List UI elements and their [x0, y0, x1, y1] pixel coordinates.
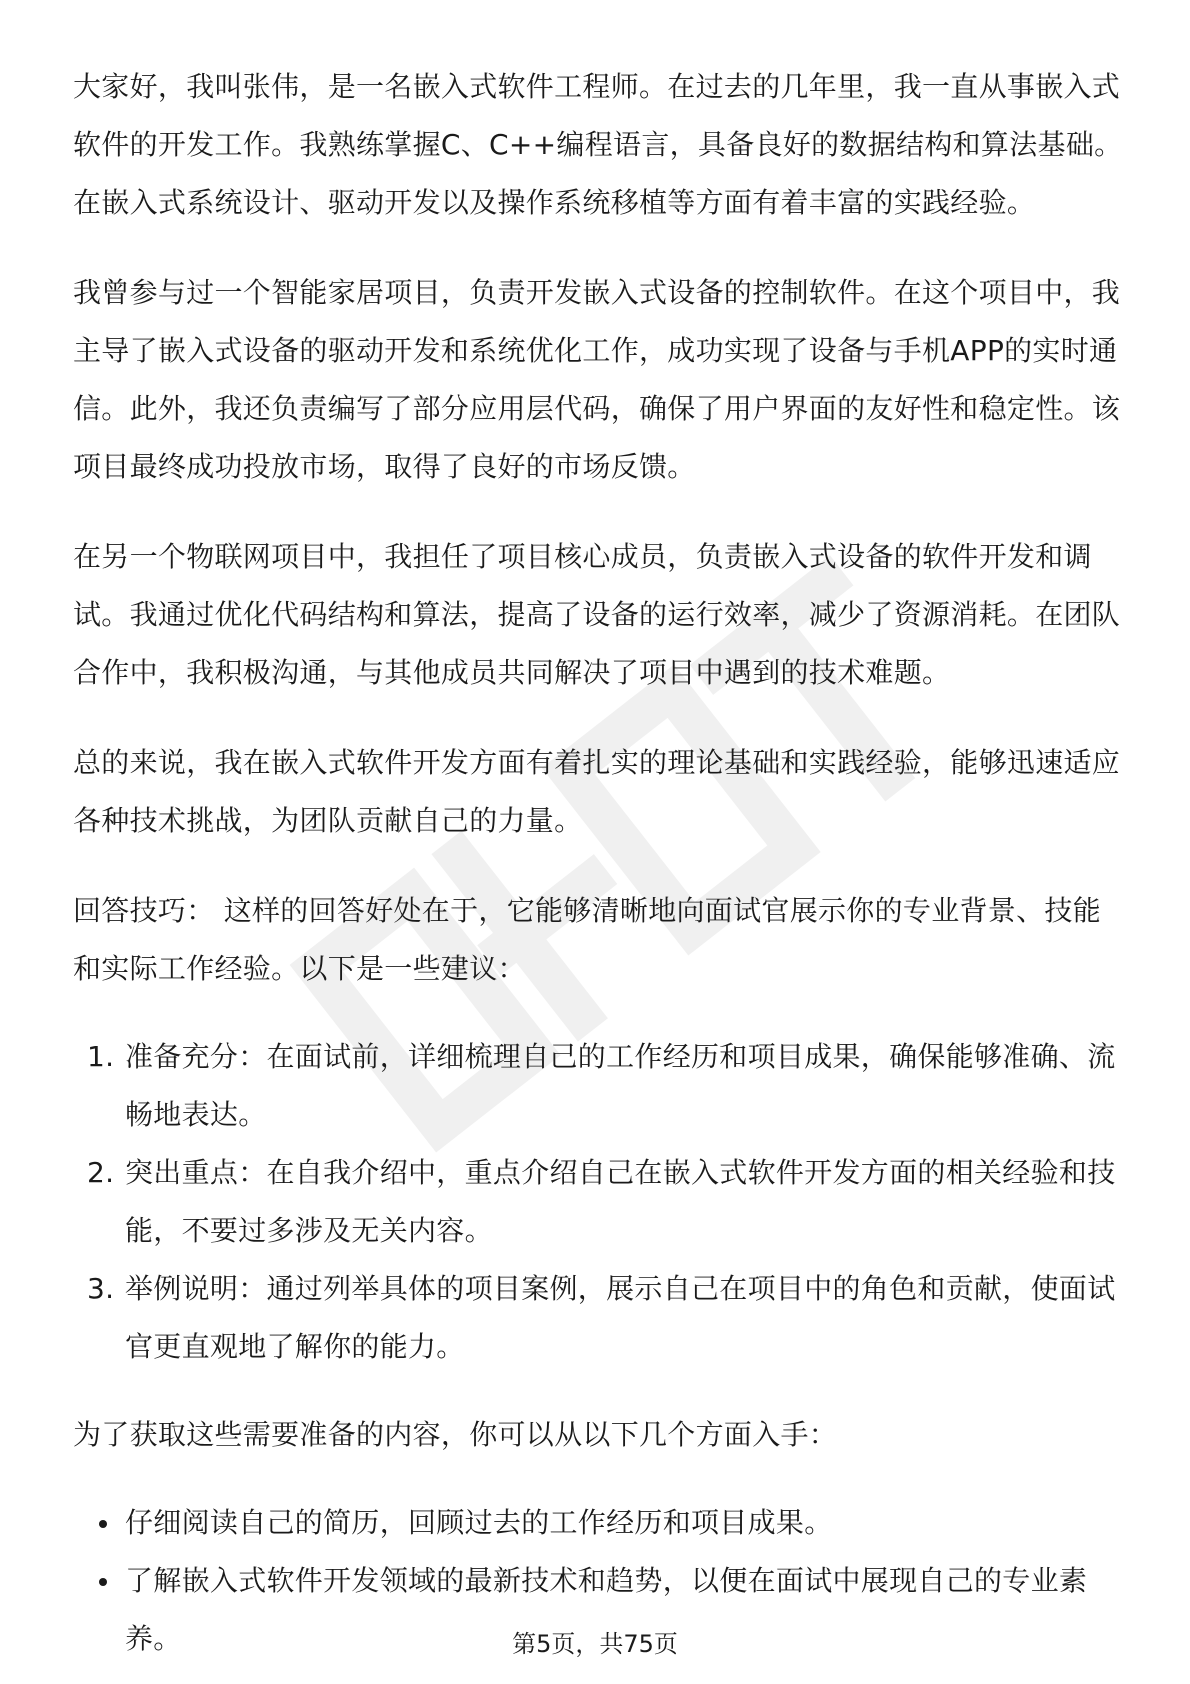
prepare-paragraph: 为了获取这些需要准备的内容，你可以从以下几个方面入手：: [73, 1418, 838, 1451]
document-body: [73, 58, 1123, 1668]
bullet-dot-icon: [99, 1578, 107, 1586]
suggestion-list: [73, 1028, 1123, 1376]
bullet-dot-icon: [99, 1520, 107, 1528]
suggestion-text: 突出重点：在自我介绍中，重点介绍自己在嵌入式软件开发方面的相关经验和技能，不要过多涉及无关内容。: [125, 1156, 1116, 1247]
suggestion-text: 准备充分：在面试前，详细梳理自己的工作经历和项目成果，确保能够准确、流畅地表达。: [125, 1040, 1116, 1131]
project2-paragraph: 在另一个物联网项目中，我担任了项目核心成员，负责嵌入式设备的软件开发和调试。我通过优化代码结构和算法，提高了设备的运行效率，减少了资源消耗。在团队合作中，我积极沟通，与其他成员共同解决了项目中遇到的技术难题。: [73, 540, 1121, 689]
summary-paragraph: 总的来说，我在嵌入式软件开发方面有着扎实的理论基础和实践经验，能够迅速适应各种技术挑战，为团队贡献自己的力量。: [73, 746, 1121, 837]
bullet-text: 了解嵌入式软件开发领域的最新技术和趋势，以便在面试中展现自己的专业素养。: [125, 1564, 1088, 1655]
suggestion-item: [73, 1028, 1123, 1144]
suggestion-item: [73, 1144, 1123, 1260]
suggestion-number: 1.: [87, 1040, 115, 1073]
suggestion-text: 举例说明：通过列举具体的项目案例，展示自己在项目中的角色和贡献，使面试官更直观地了解你的能力。: [125, 1272, 1116, 1363]
suggestion-number: 2.: [87, 1156, 115, 1189]
suggestion-number: 3.: [87, 1272, 115, 1305]
bullet-item: [73, 1494, 1123, 1552]
bullet-text: 仔细阅读自己的简历，回顾过去的工作经历和项目成果。: [125, 1506, 833, 1539]
suggestion-item: [73, 1260, 1123, 1376]
intro-paragraph: 大家好，我叫张伟，是一名嵌入式软件工程师。在过去的几年里，我一直从事嵌入式软件的开发工作。我熟练掌握C、C++编程语言，具备良好的数据结构和算法基础。在嵌入式系统设计、驱动开发以及操作系统移植等方面有着丰富的实践经验。: [73, 70, 1123, 219]
page-footer: 第5页，共75页: [512, 1630, 678, 1658]
tips-paragraph: 回答技巧： 这样的回答好处在于，它能够清晰地向面试官展示你的专业背景、技能和实际工作经验。以下是一些建议：: [73, 894, 1102, 985]
project1-paragraph: 我曾参与过一个智能家居项目，负责开发嵌入式设备的控制软件。在这个项目中，我主导了嵌入式设备的驱动开发和系统优化工作，成功实现了设备与手机APP的实时通信。此外，我还负责编写了部分应用层代码，确保了用户界面的友好性和稳定性。该项目最终成功投放市场，取得了良好的市场反馈。: [73, 276, 1121, 483]
